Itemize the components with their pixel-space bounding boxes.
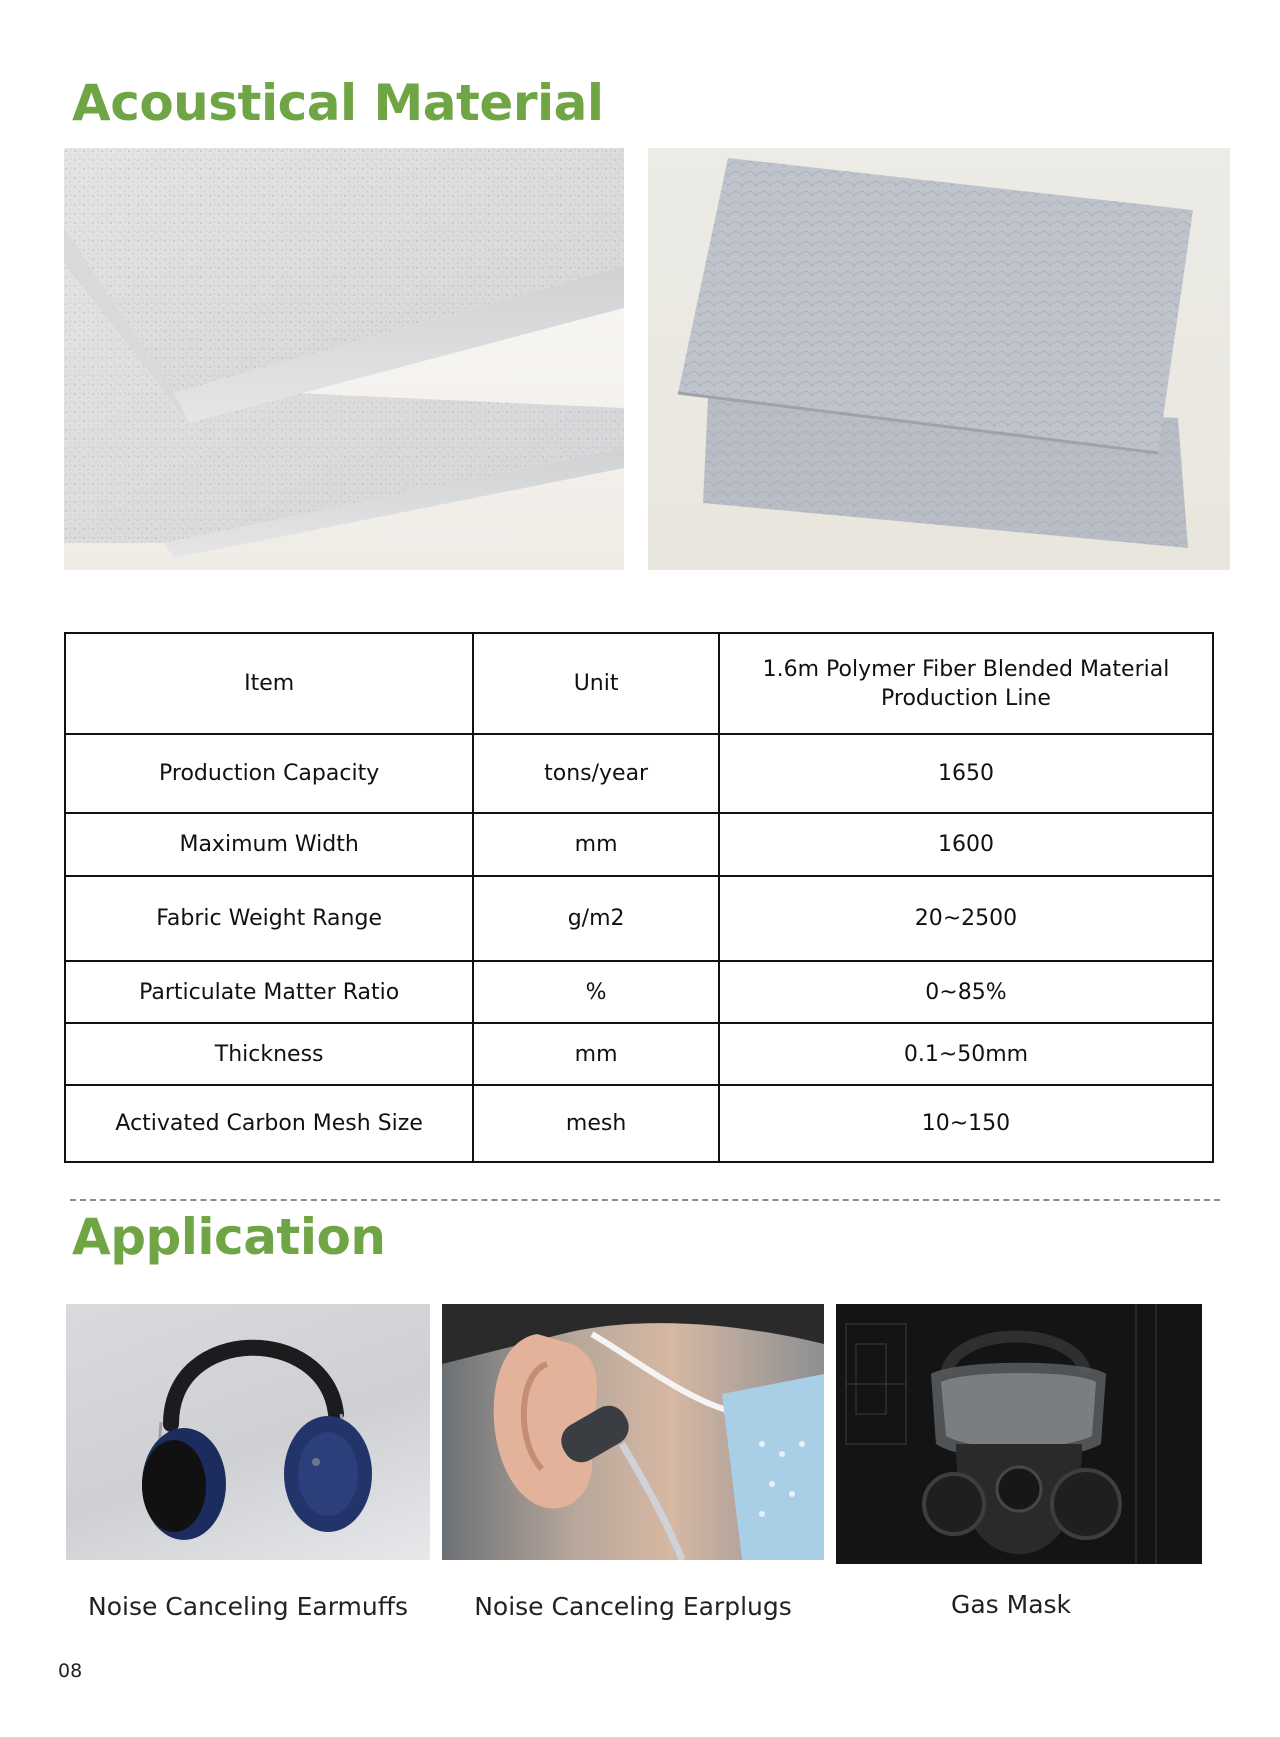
acoustical-material-stack-photo: [64, 148, 624, 570]
cell-value: 20~2500: [719, 876, 1213, 961]
table-row: [65, 961, 1213, 1023]
cell-unit: %: [473, 961, 719, 1023]
cell-item: Particulate Matter Ratio: [65, 961, 473, 1023]
dashed-divider: [70, 1199, 1220, 1201]
cell-item: Maximum Width: [65, 813, 473, 876]
table-row: [65, 876, 1213, 961]
page-number: 08: [58, 1660, 83, 1682]
cell-unit: g/m2: [473, 876, 719, 961]
table-row: [65, 1085, 1213, 1162]
spec-table: [64, 632, 1214, 1163]
acoustical-material-sheets-photo: [648, 148, 1230, 570]
cell-value: 1650: [719, 734, 1213, 813]
table-row: [65, 734, 1213, 813]
cell-item: Production Capacity: [65, 734, 473, 813]
header-unit: Unit: [473, 633, 719, 734]
section-title-application: Application: [72, 1208, 386, 1266]
cell-unit: mm: [473, 813, 719, 876]
caption-earmuffs: Noise Canceling Earmuffs: [88, 1592, 408, 1621]
cell-value: 0.1~50mm: [719, 1023, 1213, 1085]
cell-item: Thickness: [65, 1023, 473, 1085]
gas-mask-photo: [836, 1304, 1202, 1564]
cell-unit: mesh: [473, 1085, 719, 1162]
section-title-acoustical-material: Acoustical Material: [72, 74, 604, 132]
table-row: [65, 1023, 1213, 1085]
header-value: [719, 633, 1213, 734]
caption-earplugs: Noise Canceling Earplugs: [474, 1592, 792, 1621]
header-value-line2: Production Line: [881, 685, 1051, 711]
cell-unit: mm: [473, 1023, 719, 1085]
earmuffs-photo: [66, 1304, 430, 1560]
cell-unit: tons/year: [473, 734, 719, 813]
earplugs-photo: [442, 1304, 824, 1560]
header-value-line1: 1.6m Polymer Fiber Blended Material: [762, 656, 1170, 682]
table-row: [65, 813, 1213, 876]
cell-item: Fabric Weight Range: [65, 876, 473, 961]
cell-value: 0~85%: [719, 961, 1213, 1023]
caption-gas-mask: Gas Mask: [950, 1590, 1072, 1619]
table-header-row: [65, 633, 1213, 734]
cell-value: 10~150: [719, 1085, 1213, 1162]
cell-value: 1600: [719, 813, 1213, 876]
header-item: Item: [65, 633, 473, 734]
cell-item: Activated Carbon Mesh Size: [65, 1085, 473, 1162]
